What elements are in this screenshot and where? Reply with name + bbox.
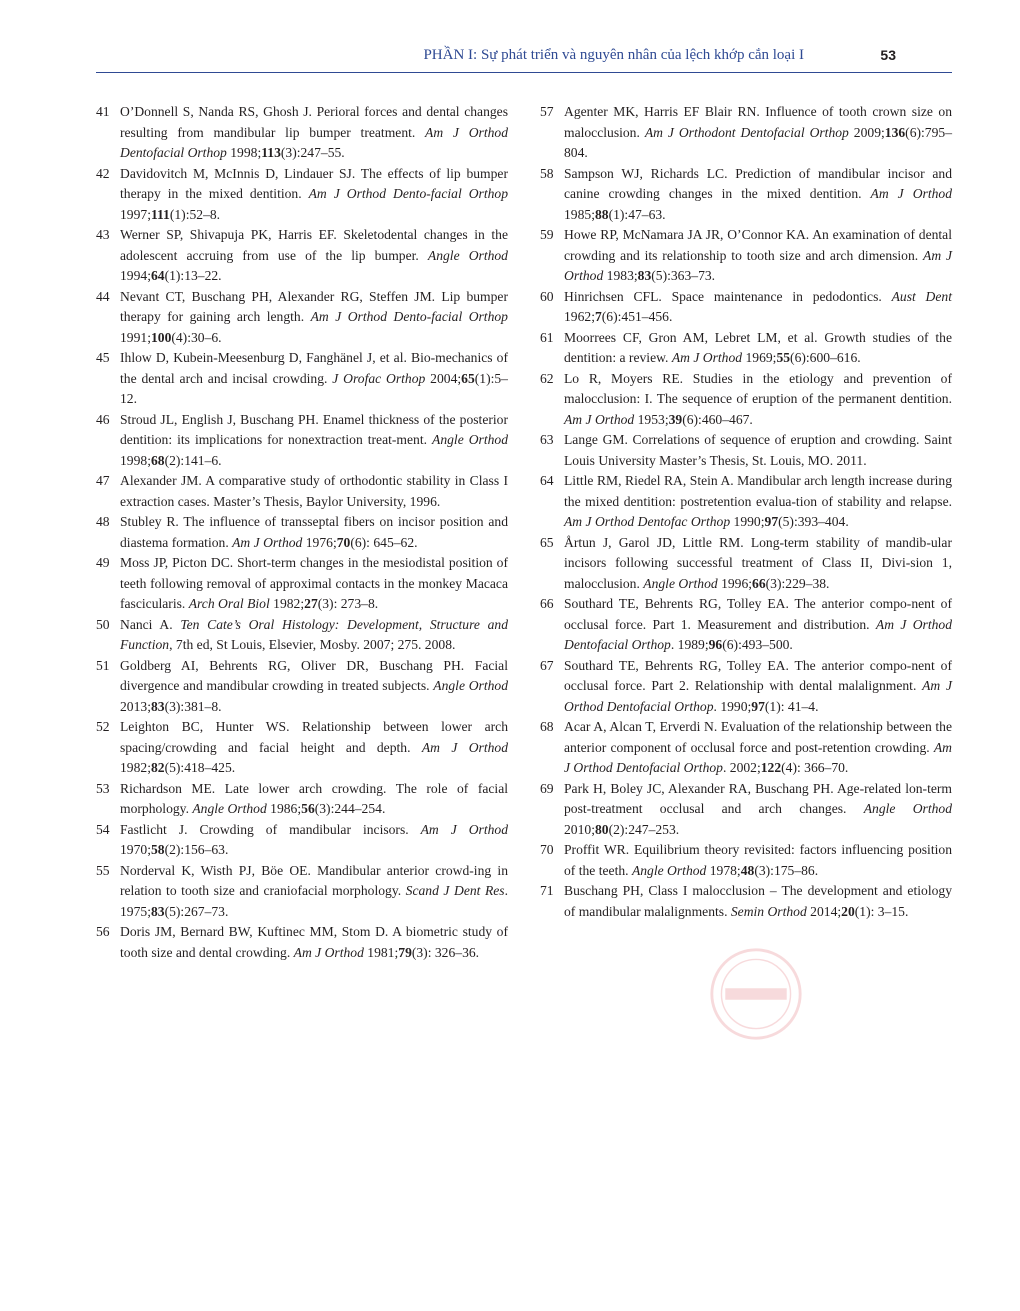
reference-segment: (3): 273–8. <box>317 596 379 611</box>
volume-number: 79 <box>398 944 412 960</box>
reference-segment: 1986; <box>266 801 302 816</box>
reference-text <box>564 656 952 718</box>
volume-number: 82 <box>150 760 165 775</box>
reference-text <box>120 225 508 287</box>
running-header <box>96 42 952 73</box>
reference-segment: Alexander JM. A comparative study of orthodontic stability in Class I extraction cases. Master’s Thesis, Baylor University, 1996. <box>120 473 508 509</box>
volume-number: 97 <box>751 698 765 714</box>
reference-segment: Moorrees CF, Gron AM, Lebret LM, et al. Growth studies of the dentition: a review. <box>564 329 952 365</box>
journal-title: Angle Orthod <box>432 432 508 447</box>
volume-number: 7 <box>594 309 602 324</box>
reference-segment: (5):393–404. <box>778 514 849 529</box>
reference-item <box>96 471 508 512</box>
volume-number: 27 <box>304 596 318 611</box>
reference-segment: 1953; <box>634 411 669 427</box>
reference-text <box>120 861 508 923</box>
journal-title: Am J Orthod Dentofac Orthop <box>564 514 731 529</box>
volume-number: 20 <box>841 903 855 919</box>
reference-segment: . 1989; <box>670 637 709 652</box>
reference-item <box>540 328 952 369</box>
journal-title: Am J Orthod Dentofacial Orthop <box>564 739 952 775</box>
reference-segment: . 1990; <box>713 698 752 714</box>
reference-segment: 1962; <box>564 309 595 324</box>
journal-title: Am J Orthod Dentofacial Orthop <box>564 616 952 652</box>
reference-number: 70 <box>540 842 554 857</box>
volume-number: 97 <box>764 514 779 529</box>
reference-segment: (3):229–38. <box>765 575 830 591</box>
reference-text <box>564 102 952 164</box>
reference-segment: Werner SP, Shivapuja PK, Harris EF. Skeletodental changes in the adolescent accruing from use of the lip bumper. <box>120 227 508 263</box>
journal-title: Am J Orthod <box>870 186 952 201</box>
reference-number: 71 <box>540 883 554 898</box>
reference-segment: (6):493–500. <box>722 637 793 652</box>
reference-segment: (6):795–804. <box>564 124 952 160</box>
reference-item <box>96 861 508 923</box>
volume-number: 70 <box>336 534 351 550</box>
reference-number: 64 <box>540 473 554 488</box>
reference-segment: 2014; <box>806 903 842 919</box>
reference-item <box>540 533 952 595</box>
reference-item <box>96 717 508 779</box>
reference-segment: , 7th ed, St Louis, Elsevier, Mosby. 2007; 275. 2008. <box>169 637 456 652</box>
reference-segment: Norderval K, Wisth PJ, Böe OE. Mandibular anterior crowd-ing in relation to tooth size and craniofacial morphology. <box>120 862 508 898</box>
journal-title: Aust Dent <box>891 288 952 304</box>
reference-number: 47 <box>96 473 110 488</box>
reference-segment: (1):13–22. <box>164 268 222 283</box>
reference-number: 45 <box>96 350 110 365</box>
reference-text <box>120 656 508 718</box>
journal-title: Angle Orthod <box>192 801 267 816</box>
reference-number: 67 <box>540 657 554 673</box>
volume-number: 100 <box>150 329 172 345</box>
reference-segment: Fastlicht J. Crowding of mandibular incisors. <box>120 821 421 837</box>
reference-segment: Howe RP, McNamara JA JR, O’Connor KA. An examination of dental crowding and its relationship to tooth size and arch dimension. <box>564 227 952 263</box>
reference-segment: Leighton BC, Hunter WS. Relationship between lower arch spacing/crowding and facial height and depth. <box>120 719 508 755</box>
volume-number: 111 <box>150 206 170 222</box>
reference-item <box>540 102 952 164</box>
reference-text <box>564 779 952 841</box>
reference-number: 41 <box>96 104 110 119</box>
journal-title: Scand J Dent Res <box>405 883 505 898</box>
journal-title: Am J Orthod <box>232 534 303 550</box>
reference-number: 62 <box>540 370 554 386</box>
reference-item <box>540 164 952 226</box>
journal-title: Angle Orthod <box>433 678 508 693</box>
reference-text <box>564 328 952 369</box>
reference-number: 55 <box>96 862 110 878</box>
reference-item <box>540 717 952 779</box>
journal-title: Am J Orthod Dentofacial Orthop <box>564 678 952 714</box>
reference-number: 57 <box>540 104 554 119</box>
volume-number: 136 <box>884 124 906 140</box>
reference-segment: . 1975; <box>120 883 508 919</box>
reference-text <box>564 533 952 595</box>
reference-number: 61 <box>540 329 554 345</box>
reference-item <box>96 922 508 963</box>
reference-segment: 1970; <box>120 842 151 857</box>
volume-number: 66 <box>752 575 766 591</box>
reference-segment: Lo R, Moyers RE. Studies in the etiology and prevention of malocclusion: I. The sequence of eruption of the permanent dentition. <box>564 370 952 406</box>
reference-item <box>96 656 508 718</box>
reference-segment: (6):451–456. <box>601 309 673 324</box>
journal-title: Am J Orthod Dentofacial Orthop <box>120 124 508 160</box>
volume-number: 64 <box>150 268 165 283</box>
reference-segment: Buschang PH, Class I malocclusion – The development and etiology of mandibular malalignments. <box>564 883 952 919</box>
volume-number: 83 <box>637 268 652 283</box>
volume-number: 58 <box>150 842 165 857</box>
reference-item <box>540 471 952 533</box>
reference-segment: (3):381–8. <box>164 698 222 714</box>
reference-number: 42 <box>96 165 110 181</box>
reference-segment: Little RM, Riedel RA, Stein A. Mandibular arch length increase during the mixed dentition: postretention evalua-tion of stability and relapse. <box>564 473 952 509</box>
reference-segment: 1998; <box>226 145 262 160</box>
reference-segment: Acar A, Alcan T, Erverdi N. Evaluation of the relationship between the anterior component of occlusal force and post-retention crowding. <box>564 719 952 755</box>
reference-item <box>96 164 508 226</box>
reference-segment: (4):30–6. <box>171 329 222 345</box>
reference-text <box>120 615 508 656</box>
reference-item <box>96 779 508 820</box>
volume-number: 65 <box>461 370 475 386</box>
volume-number: 55 <box>776 350 791 365</box>
volume-number: 96 <box>708 637 723 652</box>
journal-title: Am J Orthodont Dentofacial Orthop <box>644 124 849 140</box>
reference-item <box>540 594 952 656</box>
reference-segment: (3): 326–36. <box>411 944 480 960</box>
reference-segment: Proffit WR. Equilibrium theory revisited: factors influencing position of the teeth. <box>564 842 952 878</box>
journal-title: Am J Orthod <box>421 739 508 755</box>
reference-segment: (6): 645–62. <box>350 534 418 550</box>
reference-item <box>96 553 508 615</box>
reference-number: 53 <box>96 780 110 796</box>
reference-segment: 2013; <box>120 698 151 714</box>
reference-text <box>564 369 952 431</box>
reference-text <box>564 594 952 656</box>
reference-segment: . 2002; <box>722 760 761 775</box>
reference-segment: 1985; <box>564 206 595 222</box>
reference-segment: 1982; <box>269 596 305 611</box>
reference-item <box>540 225 952 287</box>
journal-title: Am J Orthod Dento-facial Orthop <box>308 186 508 201</box>
reference-number: 54 <box>96 821 110 837</box>
reference-text <box>120 779 508 820</box>
reference-segment: 1990; <box>730 514 765 529</box>
reference-item <box>540 430 952 471</box>
journal-title: Angle Orthod <box>631 862 707 878</box>
reference-text <box>120 512 508 553</box>
reference-segment: Richardson ME. Late lower arch crowding. The role of facial morphology. <box>120 780 508 816</box>
journal-title: J Orofac Orthop <box>332 370 426 386</box>
reference-segment: (1): 41–4. <box>764 698 819 714</box>
reference-number: 58 <box>540 165 554 181</box>
reference-item <box>540 656 952 718</box>
reference-segment: (1): 3–15. <box>854 903 909 919</box>
reference-number: 44 <box>96 288 110 304</box>
reference-text <box>120 410 508 472</box>
journal-title: Angle Orthod <box>427 247 508 263</box>
journal-title: Am J Orthod <box>293 944 364 960</box>
volume-number: 83 <box>150 698 165 714</box>
reference-item <box>540 881 952 922</box>
reference-item <box>96 225 508 287</box>
reference-segment: Doris JM, Bernard BW, Kuftinec MM, Stom D. A biometric study of tooth size and dental crowding. <box>120 924 508 960</box>
reference-segment: 1969; <box>742 350 777 365</box>
volume-number: 56 <box>301 801 315 816</box>
reference-segment: Stroud JL, English J, Buschang PH. Enamel thickness of the posterior dentition: its implications for nonextraction treat-ment. <box>120 411 508 447</box>
reference-segment: Nevant CT, Buschang PH, Alexander RG, Steffen JM. Lip bumper therapy for gaining arch length. <box>120 288 508 324</box>
reference-item <box>96 615 508 656</box>
reference-text <box>120 164 508 226</box>
reference-segment: (3):175–86. <box>754 862 819 878</box>
reference-text <box>120 348 508 410</box>
reference-number: 46 <box>96 411 110 427</box>
volume-number: 113 <box>261 145 281 160</box>
reference-number: 43 <box>96 227 110 242</box>
journal-title: Am J Orthod <box>671 350 743 365</box>
journal-title: Am J Orthod <box>564 247 953 283</box>
reference-number: 68 <box>540 719 554 734</box>
journal-title: Am J Orthod <box>420 821 508 837</box>
reference-segment: Agenter MK, Harris EF Blair RN. Influence of tooth crown size on malocclusion. <box>564 104 952 140</box>
reference-segment: O’Donnell S, Nanda RS, Ghosh J. Perioral forces and dental changes resulting from mandibular lip bumper treatment. <box>120 104 508 140</box>
reference-segment: Davidovitch M, McInnis D, Lindauer SJ. The effects of lip bumper therapy in the mixed dentition. <box>120 165 508 201</box>
reference-segment: Southard TE, Behrents RG, Tolley EA. The anterior compo-nent of occlusal force. Part 1. Measurement and distribution. <box>564 596 952 632</box>
reference-segment: Southard TE, Behrents RG, Tolley EA. The anterior compo-nent of occlusal force. Part 2. Relationship with dental malalignment. <box>564 657 952 693</box>
reference-segment: Park H, Boley JC, Alexander RA, Buschang PH. Age-related lon-term post-treatment occlusal and arch changes. <box>564 780 952 816</box>
reference-item <box>96 410 508 472</box>
references-column-left <box>96 102 508 963</box>
reference-segment: 1983; <box>603 268 638 283</box>
reference-item <box>540 369 952 431</box>
reference-item <box>96 512 508 553</box>
reference-segment: 2009; <box>848 124 885 140</box>
reference-segment: Årtun J, Garol JD, Little RM. Long-term stability of mandib-ular incisors following successful treatment of Class II, Divi-sion 1, malocclusion. <box>564 534 952 591</box>
reference-segment: Ihlow D, Kubein-Meesenburg D, Fanghänel J, et al. Bio-mechanics of the dental arch and incisal crowding. <box>120 350 508 386</box>
reference-segment: 1991; <box>120 329 151 345</box>
page-number: 53 <box>880 47 896 63</box>
volume-number: 83 <box>150 903 165 919</box>
reference-item <box>96 102 508 164</box>
reference-segment: (1):52–8. <box>169 206 221 222</box>
reference-segment: (1):47–63. <box>608 206 666 222</box>
volume-number: 48 <box>740 862 755 878</box>
reference-segment: (5):418–425. <box>164 760 236 775</box>
reference-item <box>96 287 508 349</box>
reference-text <box>564 840 952 881</box>
reference-segment: 1994; <box>120 268 151 283</box>
header-title: PHẦN I: Sự phát triển và nguyên nhân của lệch khớp cắn loại I <box>423 47 804 63</box>
reference-text <box>564 471 952 533</box>
reference-segment: (5):267–73. <box>164 903 229 919</box>
reference-text <box>564 881 952 922</box>
reference-text <box>564 430 952 471</box>
reference-segment: (3):244–254. <box>314 801 386 816</box>
reference-text <box>564 287 952 328</box>
reference-number: 59 <box>540 227 554 242</box>
reference-segment: 1997; <box>120 206 151 222</box>
reference-text <box>120 717 508 779</box>
reference-text <box>564 225 952 287</box>
journal-title: Angle Orthod <box>643 575 718 591</box>
reference-segment: 2004; <box>425 370 462 386</box>
reference-segment: (2):141–6. <box>164 452 222 468</box>
reference-number: 50 <box>96 616 110 632</box>
reference-segment: Stubley R. The influence of transseptal fibers on incisor position and diastema formation. <box>120 514 508 550</box>
reference-text <box>564 717 952 779</box>
reference-segment: (6):460–467. <box>682 411 753 427</box>
reference-number: 49 <box>96 555 110 570</box>
reference-number: 56 <box>96 924 110 939</box>
reference-segment: (5):363–73. <box>651 268 716 283</box>
journal-title: Arch Oral Biol <box>188 596 270 611</box>
volume-number: 122 <box>760 760 782 775</box>
reference-segment: (2):247–253. <box>608 821 680 837</box>
reference-number: 69 <box>540 780 554 796</box>
journal-title: Angle Orthod <box>863 801 952 816</box>
reference-text <box>120 102 508 164</box>
reference-text <box>120 471 508 512</box>
reference-number: 66 <box>540 596 554 611</box>
reference-segment: (6):600–616. <box>790 350 861 365</box>
reference-segment: Goldberg AI, Behrents RG, Oliver DR, Buschang PH. Facial divergence and mandibular crowding in treated subjects. <box>120 657 508 693</box>
reference-number: 51 <box>96 657 110 673</box>
reference-item <box>540 840 952 881</box>
volume-number: 80 <box>594 821 609 837</box>
reference-segment: Nanci A. <box>120 616 181 632</box>
reference-text <box>120 922 508 963</box>
reference-segment: Sampson WJ, Richards LC. Prediction of mandibular incisor and canine crowding changes in the mixed dentition. <box>564 165 952 201</box>
reference-segment: 1998; <box>120 452 151 468</box>
volume-number: 68 <box>150 452 165 468</box>
reference-item <box>96 820 508 861</box>
references-column-right <box>540 102 952 922</box>
journal-title: Am J Orthod Dento-facial Orthop <box>310 309 508 324</box>
reference-segment: 1981; <box>363 944 399 960</box>
reference-text <box>120 287 508 349</box>
reference-number: 60 <box>540 288 554 304</box>
reference-number: 48 <box>96 514 110 529</box>
reference-segment: 2010; <box>564 821 595 837</box>
reference-text <box>120 820 508 861</box>
reference-number: 65 <box>540 534 554 550</box>
reference-segment: (2):156–63. <box>164 842 229 857</box>
volume-number: 88 <box>594 206 609 222</box>
reference-number: 63 <box>540 432 554 447</box>
journal-title: Ten Cate’s Oral Histology: Development, Structure and Function <box>120 616 508 652</box>
reference-segment: 1978; <box>706 862 741 878</box>
reference-segment: Hinrichsen CFL. Space maintenance in pedodontics. <box>564 288 892 304</box>
seal-watermark-icon <box>708 946 804 1042</box>
reference-segment: Lange GM. Correlations of sequence of eruption and crowding. Saint Louis University Master’s Thesis, St. Louis, MO. 2011. <box>564 432 952 468</box>
reference-item <box>540 287 952 328</box>
journal-title: Am J Orthod <box>564 411 635 427</box>
reference-segment: Moss JP, Picton DC. Short-term changes in the mesiodistal position of teeth following removal of approximal contacts in the monkey Macaca fascicularis. <box>120 555 508 611</box>
reference-segment: 1982; <box>120 760 151 775</box>
reference-segment: 1996; <box>717 575 753 591</box>
reference-segment: (1):5–12. <box>120 370 508 406</box>
reference-item <box>96 348 508 410</box>
reference-text <box>564 164 952 226</box>
volume-number: 39 <box>668 411 683 427</box>
journal-title: Semin Orthod <box>730 903 807 919</box>
reference-item <box>540 779 952 841</box>
reference-segment: 1976; <box>302 534 337 550</box>
reference-text <box>120 553 508 615</box>
reference-segment: (3):247–55. <box>280 145 345 160</box>
reference-segment: (4): 366–70. <box>781 760 849 775</box>
reference-number: 52 <box>96 719 110 734</box>
